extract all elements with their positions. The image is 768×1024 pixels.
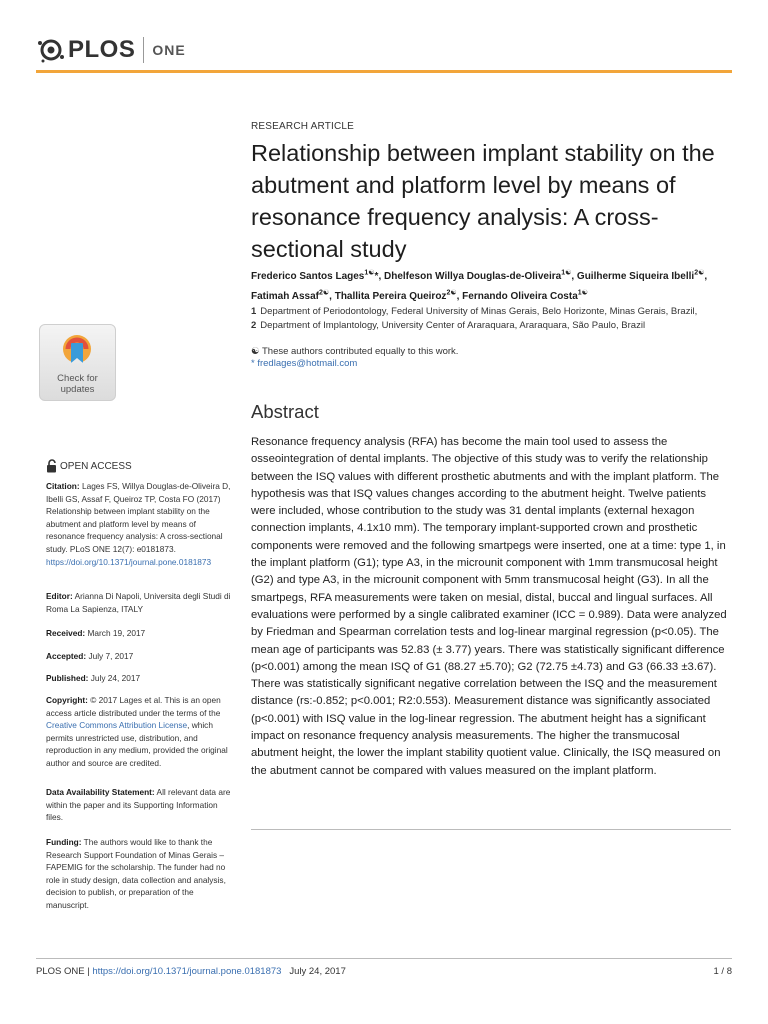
- open-lock-icon: [46, 459, 57, 473]
- received-block: Received: March 19, 2017: [46, 628, 146, 638]
- author-notes: [251, 346, 731, 370]
- affiliation-item: 1 Department of Periodontology, Federal University of Minas Gerais, Belo Horizonte, Minas Gerais, Brazil,: [251, 306, 698, 317]
- logo-word: PLOS: [68, 36, 136, 63]
- article-type: RESEARCH ARTICLE: [251, 121, 355, 132]
- abstract-text: Resonance frequency analysis (RFA) has become the main tool used to assess the osseointegration of dental implants. The objective of this study was to verify the relationship between the ISQ values with different prosthetic abutments and with the implant platform. The hypothesis was that ISQ values changes according to the abutment height. Twelve patients were included, whose contribution to the study was 31 dental implants (external hexagon connection implants, 4.1x10 mm). The temporary implant-supported crown and prosthetic components were removed and the following smartpegs were inserted, one at a time: type 1, in the implant platform (G1); type A3, in the microunit component with 1mm transmucosal height (G2) and type A3, in the microunit component with 5mm transmucosal height (G3). In all the smartpegs, RFA measurements were taken on mesial, distal, buccal and lingual surfaces. All evaluations were performed by a single calibrated examiner (ICC = 0.989). Data were analyzed by Friedman and Spearman correlation tests and log-linear marginal regression (p<0.05). The mean age of participants was 52.83 (± 3.77) years. There was statistically significant difference (p<0.001) among the mean ISQ of G1 (88.27 ±5.70); G2 (72.75 ±4.73) and G3 (66.33 ±3.67). There was statistically significant negative correlation between the ISQ and the measurement distance (rs:-0.852; p<0.001; R2:0.553). Measurement distance was significantly associated (p<0.001) with ISQ value in the log-linear regression. The abutment height has a significant impact on resonance frequency analysis measurements. The higher the transmucosal abutment height, the lower the implant stability quotient value. Clinically, the ISQ measured on the abutment cannot be compared with values measured on the implant platform.: [251, 436, 727, 777]
- footer-doi-link[interactable]: https://doi.org/10.1371/journal.pone.0181873: [92, 966, 282, 977]
- data-availability-block: Data Availability Statement: All relevant data are within the paper and its Supporting Information files.: [46, 787, 231, 823]
- check-for-updates-button[interactable]: [39, 324, 116, 401]
- editor-block: Editor: Arianna Di Napoli, Universita degli Studi di Roma La Sapienza, ITALY: [46, 591, 231, 614]
- plos-one-logo: [36, 30, 186, 70]
- logo-divider: [143, 37, 144, 63]
- check-updates-label: Check for updates: [57, 373, 98, 395]
- footer-date: July 24, 2017: [289, 966, 346, 977]
- logo-sub: ONE: [152, 42, 186, 58]
- citation-block: Citation: Lages FS, Willya Douglas-de-Oliveira D, Ibelli GS, Assaf F, Queiroz TP, Costa FO (2017) Relationship between implant stability on the abutment and platform level by means of resonance frequency analysis: A cross-sectional study. PLoS ONE 12(7): e0181873. https://doi.org/10.1371/journal.pone.0181873: [46, 481, 231, 567]
- author[interactable]: Dhelfeson Willya Douglas-de-Oliveira$^{1☯}$,: [384, 270, 577, 283]
- abstract-heading: Abstract: [251, 401, 319, 422]
- footer-journal: PLOS ONE: [36, 966, 85, 977]
- page-footer: PLOS ONE | https://doi.org/10.1371/journal.pone.0181873 July 24, 2017 1 / 8: [36, 966, 732, 977]
- author-list: [251, 266, 721, 305]
- author[interactable]: Fernando Oliveira Costa$^{1☯}$: [462, 289, 588, 302]
- abstract-divider: [251, 829, 731, 830]
- header-rule: [36, 70, 732, 73]
- article-title: Relationship between implant stability on the abutment and platform level by means of resonance frequency analysis: A cross-sectional study: [251, 140, 715, 262]
- equal-contribution-note: ☯ These authors contributed equally to this work.: [251, 346, 459, 357]
- open-access-label: OPEN ACCESS: [60, 460, 132, 472]
- author[interactable]: Frederico Santos Lages$^{1☯}$*,: [251, 270, 384, 283]
- affiliations: [251, 305, 731, 333]
- author[interactable]: Guilherme Siqueira Ibelli$^{2☯}$,: [576, 270, 708, 283]
- published-block: Published: July 24, 2017: [46, 673, 141, 683]
- bookmark-refresh-icon: [60, 333, 94, 371]
- author[interactable]: Thallita Pereira Queiroz$^{2☯}$,: [334, 289, 463, 302]
- citation-doi-link[interactable]: https://doi.org/10.1371/journal.pone.0181873: [46, 556, 212, 567]
- accepted-block: Accepted: July 7, 2017: [46, 651, 134, 661]
- open-access-badge: [46, 459, 132, 473]
- corresponding-email-link[interactable]: * fredlages@hotmail.com: [251, 358, 358, 369]
- author[interactable]: Fatimah Assaf$^{2☯}$,: [251, 289, 335, 302]
- copyright-block: Copyright: © 2017 Lages et al. This is an open access article distributed under the terms of the Creative Commons Attribution License, which permits unrestricted use, distribution, and reproduction in any medium, provided the original author and source are credited.: [46, 695, 228, 768]
- page-number: 1 / 8: [713, 966, 732, 977]
- funding-block: Funding: The authors would like to thank the Research Support Foundation of Minas Gerais – FAPEMIG for the scholarship. The funder had no role in study design, data collection and analysis, decision to publish, or preparation of the manuscript.: [46, 837, 226, 910]
- footer-divider: [36, 958, 732, 959]
- license-link[interactable]: Creative Commons Attribution License: [46, 720, 188, 731]
- affiliation-item: 2 Department of Implantology, University Center of Araraquara, Araraquara, São Paulo, Brazil: [251, 320, 646, 331]
- plos-logo-icon: [36, 35, 66, 65]
